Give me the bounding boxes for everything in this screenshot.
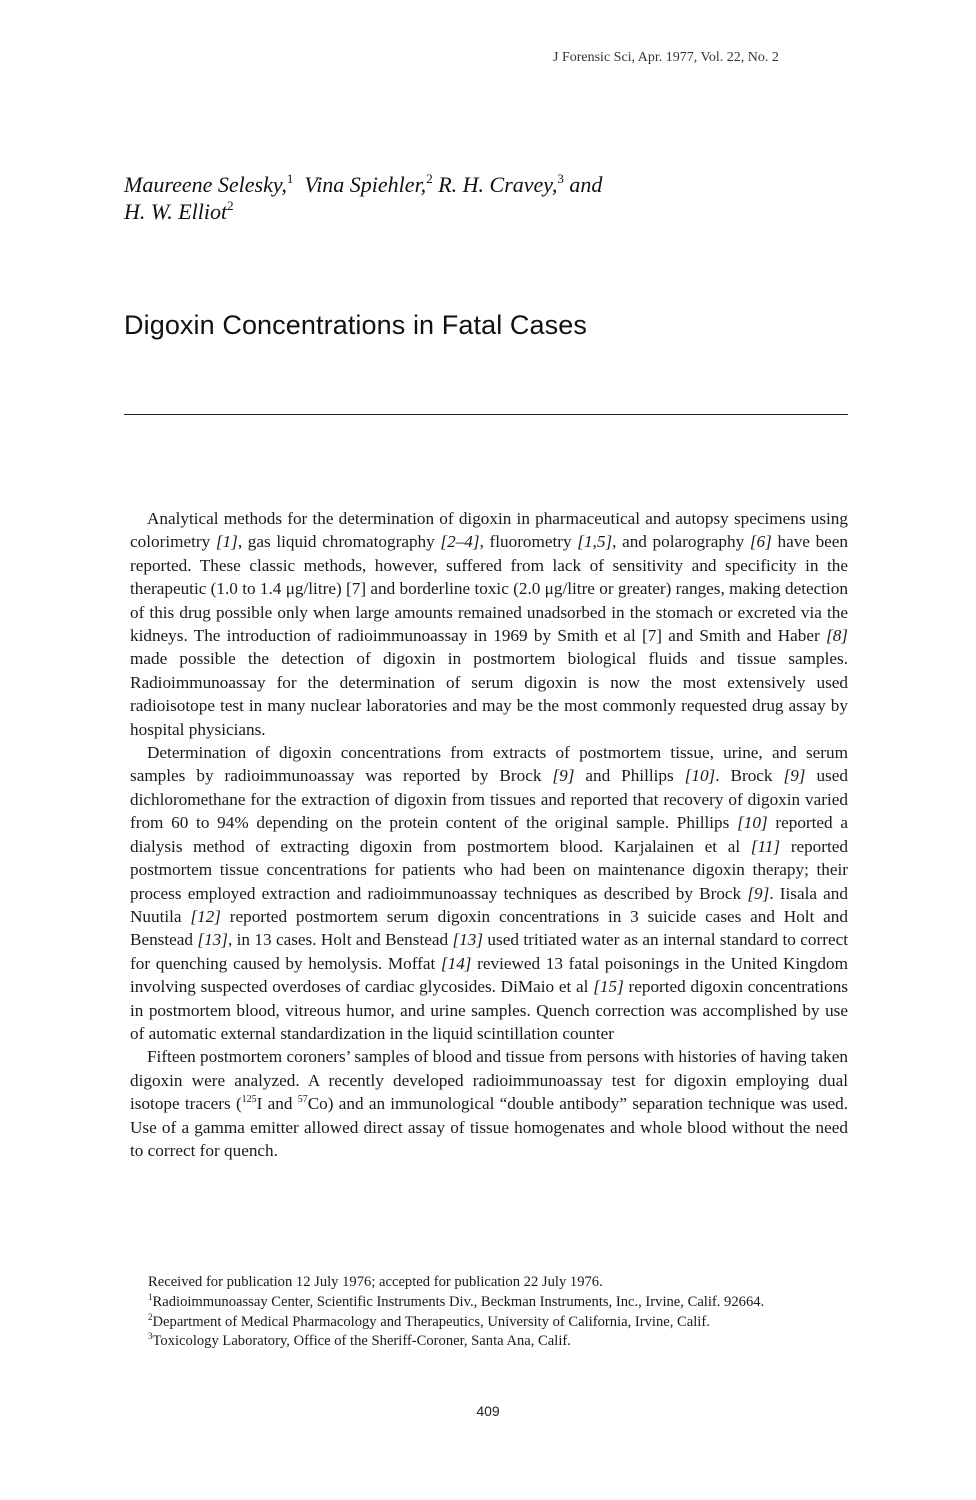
text: Fifteen postmortem coroners’ samples of blood and tissue from persons with histories of having taken digoxin were analyzed. A recently developed radioimmunoassay test for digoxin employing dual isotope tracers (	[130, 1047, 848, 1114]
affiliation-mark: 2	[227, 198, 234, 213]
citation: [1,5]	[577, 532, 613, 552]
text: Determination of digoxin concentrations from extracts of postmortem tissue, urine, and serum samples by radioimmunoassay was reported by Brock	[130, 743, 848, 786]
citation: [9]	[747, 883, 770, 903]
author-name: R. H. Cravey,	[438, 172, 558, 197]
journal-citation: J Forensic Sci, Apr. 1977, Vol. 22, No. 2	[553, 50, 779, 65]
text: Co) and an immunological “double antibody” separation technique was used. Use of a gamma emitter allowed direct assay of tissue homogenates and whole blood without the need to correct for quench.	[130, 1094, 848, 1160]
text: , fluorometry	[479, 532, 578, 552]
footnote-text: Toxicology Laboratory, Office of the Sheriff-Coroner, Santa Ana, Calif.	[152, 1333, 571, 1350]
text: have been reported. These classic methods, however, suffered from lack of sensitivity and specificity in the therapeutic (1.0 to 1.4 μg/litre)	[130, 532, 849, 599]
citation: [13]	[197, 930, 228, 950]
author-joiner: and	[569, 172, 603, 197]
footnote-mark: 1	[148, 1291, 153, 1302]
author-list	[124, 171, 764, 225]
author-name: Maureene Selesky,	[124, 172, 287, 197]
text: and borderline toxic (2.0 μg/litre or greater) ranges, making detection of this drug possible only when large amounts remained unadsorbed in the stomach or excreted via the kidneys. The introduction of radioimmunoassay in 1969 by Smith et al	[130, 579, 848, 646]
text: . Iisala and Nuutila	[130, 883, 848, 926]
citation: [11]	[750, 836, 781, 856]
text: reported postmortem tissue concentrations for patients who had been on maintenance digoxin therapy; their process employed extraction and radioimmunoassay techniques as described by Brock	[130, 836, 848, 903]
paragraph-3	[130, 1045, 848, 1162]
text: made possible the detection of digoxin in postmortem biological fluids and tissue samples. Radioimmunoassay for the determination of serum digoxin is now the most extensively used radioisotope test in many nuclear laboratories and may be the most commonly requested drug assay by hospital physicians.	[130, 649, 848, 739]
article-title: Digoxin Concentrations in Fatal Cases	[124, 310, 587, 340]
text: , in 13 cases. Holt and Benstead	[227, 930, 453, 950]
page-number: 409	[476, 1403, 500, 1419]
citation: [6]	[749, 532, 772, 552]
citation: [1]	[215, 532, 238, 552]
isotope-mass: 125	[241, 1094, 257, 1106]
text: and Smith and Haber	[662, 626, 827, 646]
footnote-text: Department of Medical Pharmacology and Therapeutics, University of California, Irvine, Calif.	[152, 1313, 710, 1330]
affiliation-mark: 1	[286, 171, 294, 186]
text: . Brock	[715, 766, 784, 786]
citation: [8]	[826, 626, 848, 646]
citation: [10]	[737, 813, 768, 833]
text: used tritiated water as an internal standard to correct for quenching caused by hemolysis. Moffat	[130, 930, 848, 973]
citation: [9]	[783, 766, 806, 786]
text: used dichloromethane for the extraction of digoxin from tissues and reported that recovery of digoxin varied from 60 to 94% depending on the protein content of the original sample. Phillips	[130, 766, 848, 833]
affiliation-mark: 3	[557, 171, 564, 186]
text: reported digoxin concentrations in postmortem blood, vitreous humor, and urine samples. Quench correction was accomplished by use of automatic external standardization in the liquid scintillation counter	[130, 977, 848, 1043]
affiliation-mark: 2	[426, 171, 433, 186]
citation: [9]	[552, 766, 575, 786]
footnote-mark: 3	[148, 1331, 153, 1342]
citation: [15]	[593, 977, 624, 997]
footnote-3	[132, 1332, 848, 1352]
text: reported a dialysis method of extracting digoxin from postmortem blood. Karjalainen et al	[130, 813, 848, 856]
citation: [14]	[440, 953, 472, 973]
text: Analytical methods for the determination of digoxin in pharmaceutical and autopsy specimens using colorimetry	[130, 509, 848, 552]
citation: [2–4]	[440, 532, 480, 552]
citation: [10]	[684, 766, 716, 786]
article-body	[130, 507, 848, 1162]
text: I and	[256, 1094, 298, 1114]
text: reviewed 13 fatal poisonings in the United Kingdom involving suspected overdoses of cardiac glycosides. DiMaio et al	[130, 953, 848, 997]
text: reported postmortem serum digoxin concentrations in 3 suicide cases and Holt and Benstead	[130, 906, 848, 950]
citation: [7]	[346, 579, 367, 599]
footnote-1	[132, 1293, 848, 1313]
citation: [12]	[190, 906, 221, 926]
isotope-mass: 57	[297, 1094, 308, 1106]
author-name: Vina Spiehler,	[304, 172, 427, 197]
paragraph-2	[130, 741, 848, 1045]
footnote-2	[132, 1313, 848, 1333]
text: , gas liquid chromatography	[237, 532, 441, 552]
author-name: H. W. Elliot	[124, 199, 228, 224]
footnote-text: Radioimmunoassay Center, Scientific Instruments Div., Beckman Instruments, Inc., Irvine, Calif. 92664.	[152, 1293, 765, 1310]
text: , and polarography	[612, 532, 750, 552]
title-divider	[124, 414, 848, 415]
footnote-mark: 2	[148, 1311, 153, 1322]
text: and Phillips	[574, 766, 685, 786]
citation: [7]	[641, 626, 663, 646]
citation: [13]	[452, 930, 484, 950]
paragraph-1	[130, 507, 848, 741]
received-note: Received for publication 12 July 1976; accepted for publication 22 July 1976.	[148, 1274, 603, 1290]
footnotes	[132, 1273, 848, 1352]
